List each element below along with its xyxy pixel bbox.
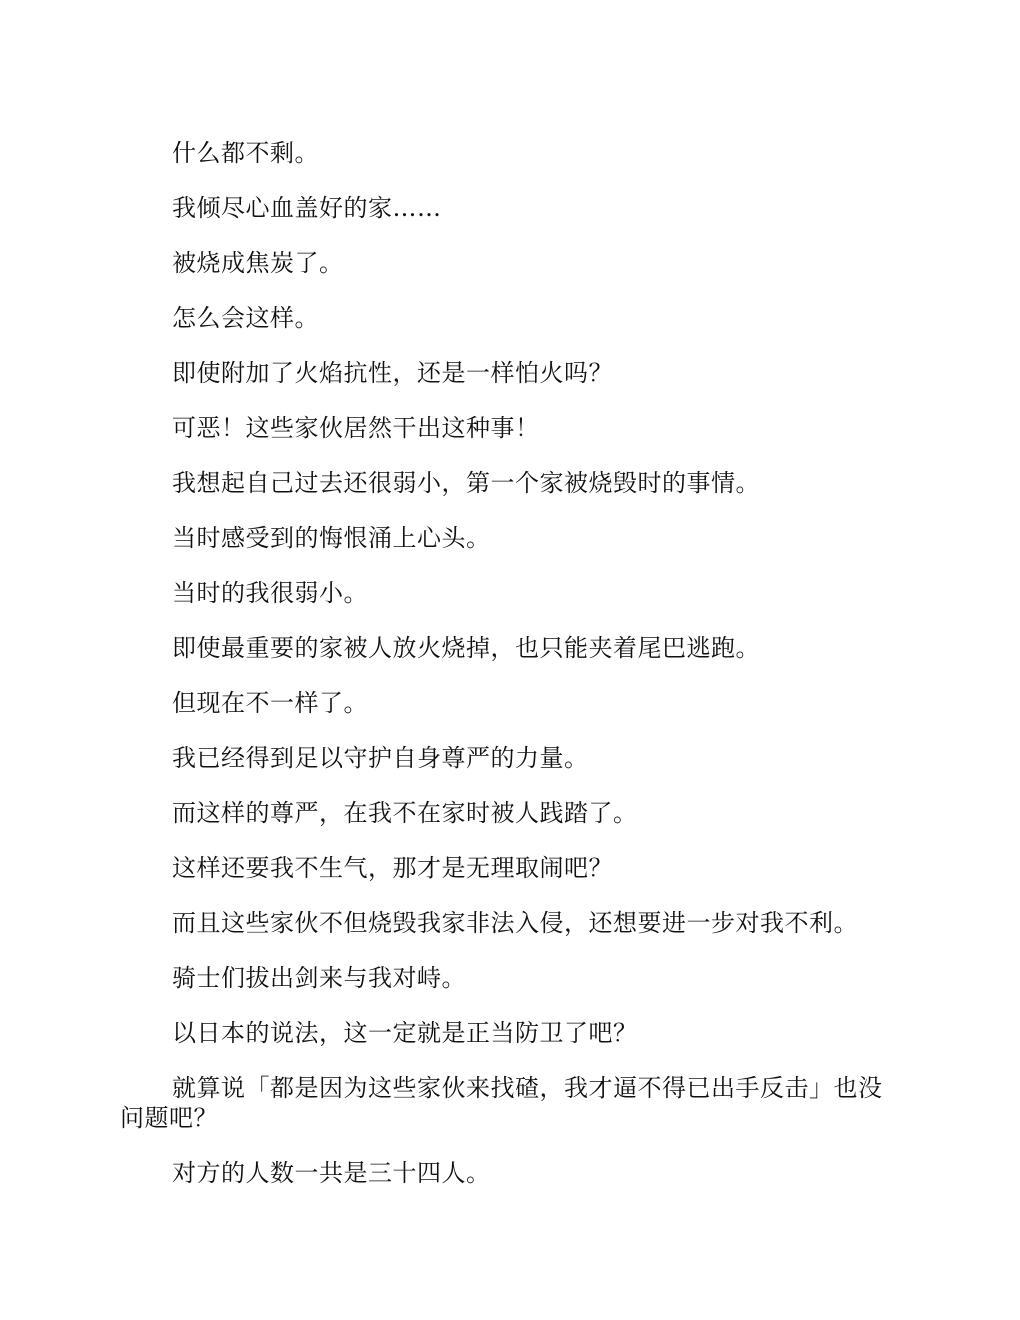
document-page	[120, 138, 900, 1213]
paragraph-4: 怎么会这样。	[172, 304, 319, 332]
paragraph-18: 就算说「都是因为这些家伙来找碴，我才逼不得已出手反击」也没问题吧？	[120, 1074, 883, 1132]
paragraph-11: 但现在不一样了。	[172, 689, 368, 717]
paragraph-16: 骑士们拔出剑来与我对峙。	[172, 964, 466, 992]
paragraph-2: 我倾尽心血盖好的家……	[172, 194, 442, 222]
paragraph-7: 我想起自己过去还很弱小，第一个家被烧毁时的事情。	[172, 469, 760, 497]
paragraph-12: 我已经得到足以守护自身尊严的力量。	[172, 744, 589, 772]
paragraph-17: 以日本的说法，这一定就是正当防卫了吧？	[172, 1019, 638, 1047]
paragraph-10: 即使最重要的家被人放火烧掉，也只能夹着尾巴逃跑。	[172, 634, 760, 662]
paragraph-5: 即使附加了火焰抗性，还是一样怕火吗？	[172, 359, 613, 387]
paragraph-13: 而这样的尊严，在我不在家时被人践踏了。	[172, 799, 638, 827]
paragraph-3: 被烧成焦炭了。	[172, 249, 344, 277]
paragraph-14: 这样还要我不生气，那才是无理取闹吧？	[172, 854, 613, 882]
paragraph-6: 可恶！这些家伙居然干出这种事！	[172, 414, 540, 442]
paragraph-19: 对方的人数一共是三十四人。	[172, 1159, 491, 1187]
paragraph-1: 什么都不剩。	[172, 139, 319, 167]
paragraph-15: 而且这些家伙不但烧毁我家非法入侵，还想要进一步对我不利。	[172, 909, 858, 937]
paragraph-9: 当时的我很弱小。	[172, 579, 368, 607]
paragraph-8: 当时感受到的悔恨涌上心头。	[172, 524, 491, 552]
